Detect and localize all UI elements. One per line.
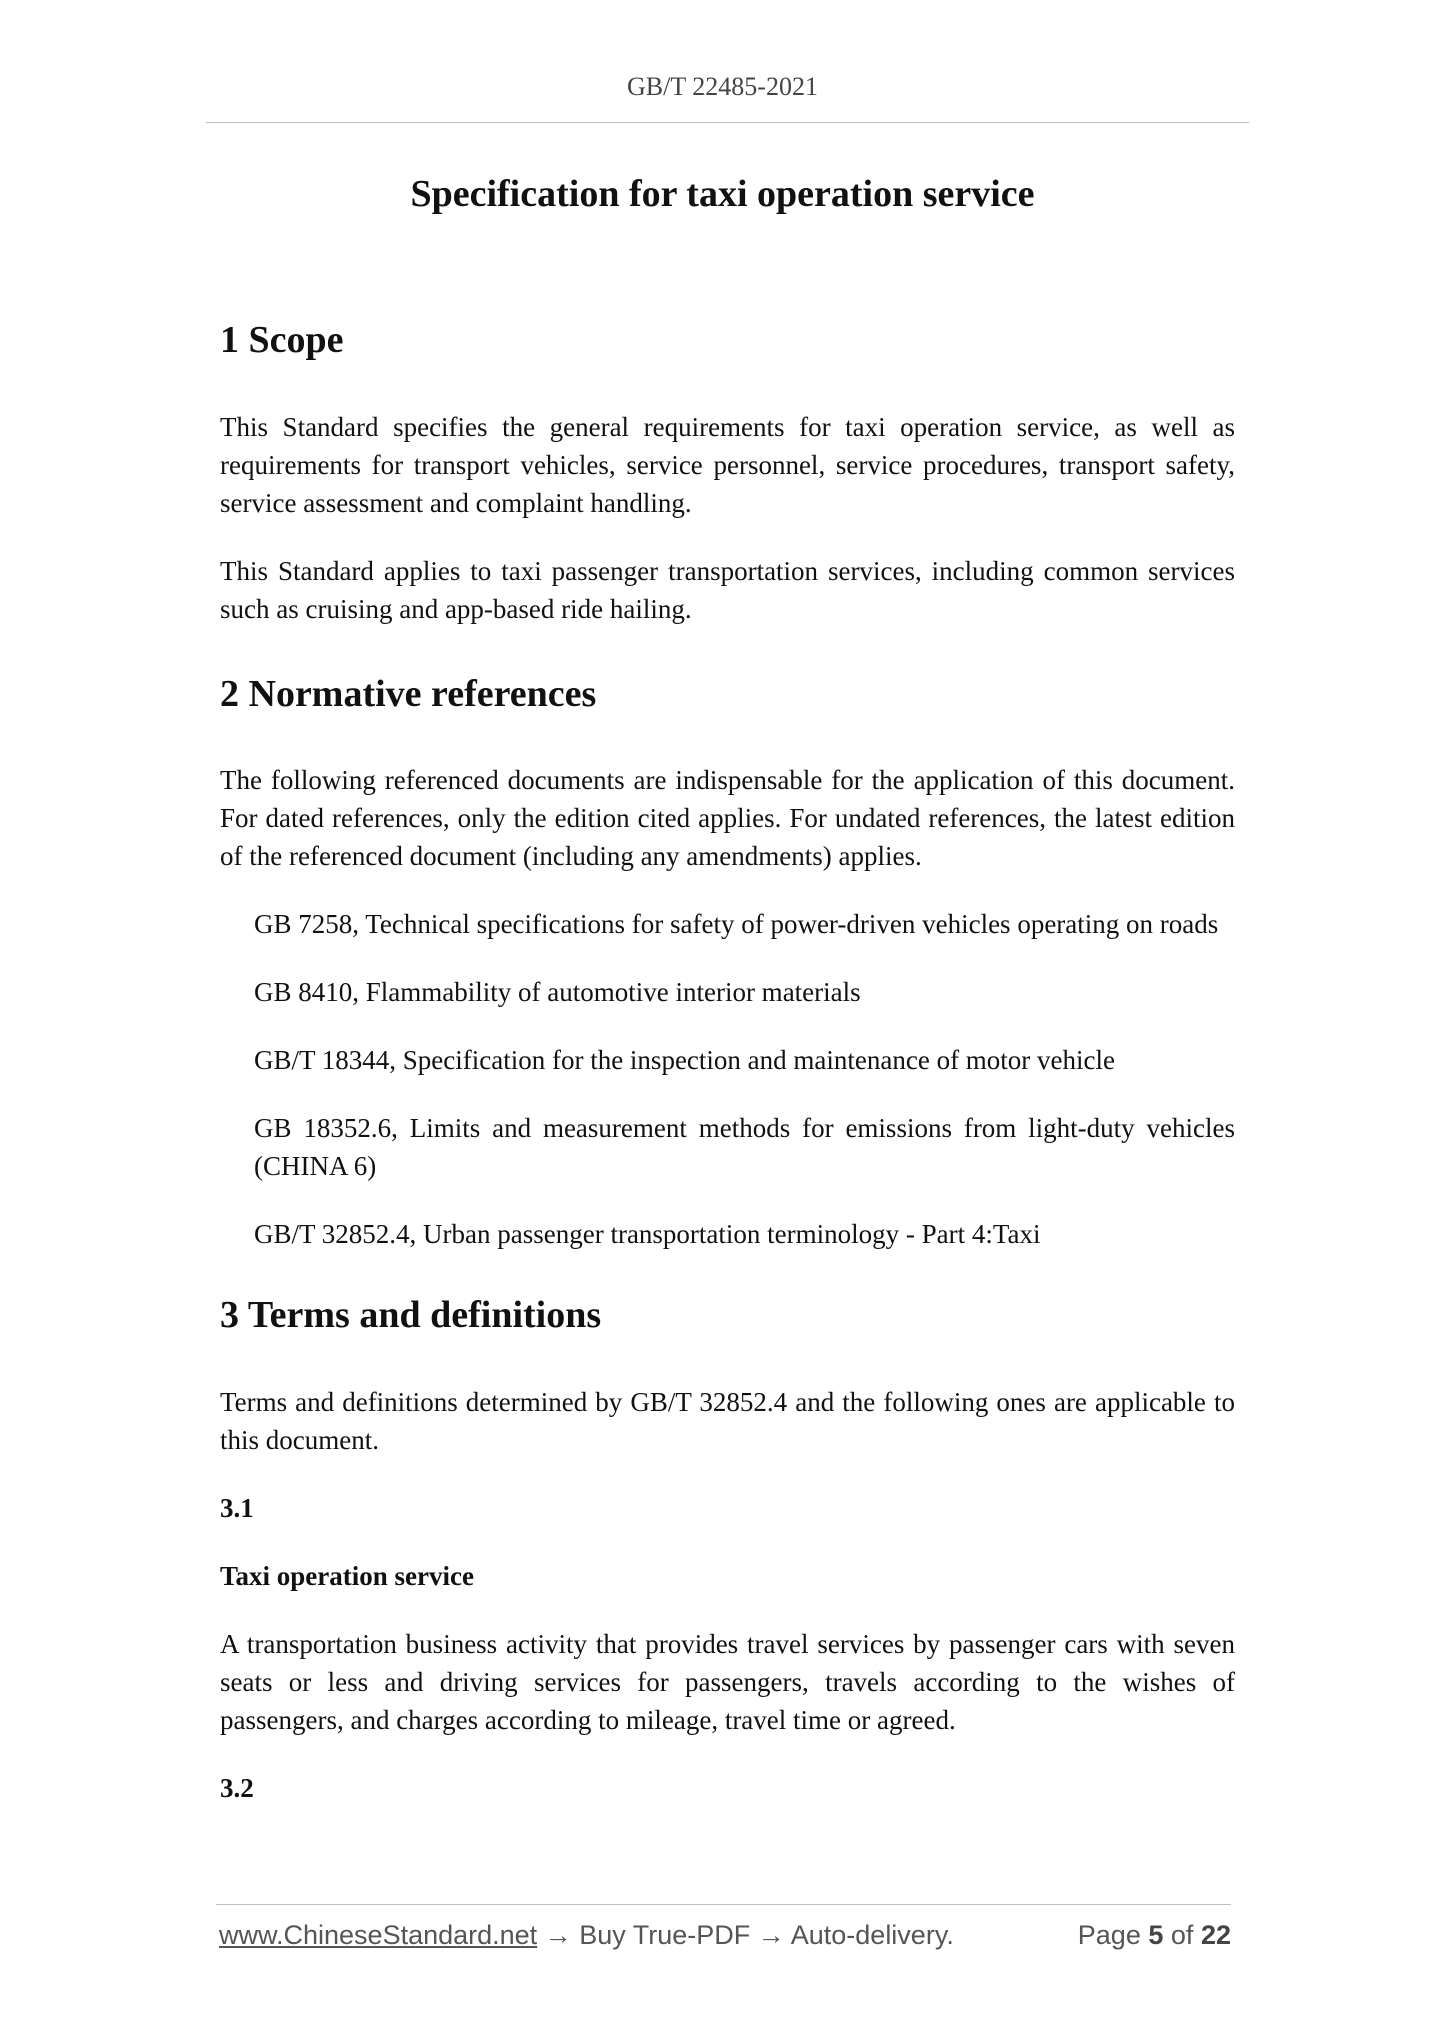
document-body [220,318,1235,1807]
term-definition: A transportation business activity that provides travel services by passenger cars with seven seats or less and driving services for passengers, travels according to the wishes of passengers, and charges according to mileage, travel time or agreed. [220,1628,1235,1735]
section-terms-definitions [220,1293,1235,1807]
scope-paragraph-2: This Standard applies to taxi passenger transportation services, including common services such as cruising and app-based ride hailing. [220,555,1235,624]
page-of-label: of [1170,1920,1194,1950]
footer-tagline: → Buy True-PDF → Auto-delivery. [537,1920,954,1950]
page-footer [219,1920,1231,1960]
document-title: Specification for taxi operation service [410,173,1035,215]
website-link[interactable]: www.ChineseStandard.net [219,1920,538,1950]
section-heading-scope: 1 Scope [220,319,344,361]
footer-promo [219,1920,954,1951]
reference-item: GB 7258, Technical specifications for safety of power-driven vehicles operating on roads [254,909,1219,940]
term-number: 3.2 [220,1772,254,1803]
reference-item: GB 8410, Flammability of automotive interior materials [254,977,861,1008]
page-label: Page [1077,1920,1141,1950]
page-number [1078,1920,1231,1951]
scope-paragraph-1: This Standard specifies the general requirements for taxi operation service, as well as requirements for transport vehicles, service personnel, service procedures, transport safety, service assessment and complaint handling. [220,411,1235,518]
header-divider [206,122,1249,123]
term-name: Taxi operation service [220,1560,474,1591]
term-number: 3.1 [220,1492,254,1523]
footer-divider [216,1904,1231,1905]
reference-item: GB/T 32852.4, Urban passenger transportation terminology - Part 4:Taxi [254,1219,1041,1250]
terms-intro: Terms and definitions determined by GB/T 32852.4 and the following ones are applicable to this document. [220,1386,1235,1455]
section-heading-terms: 3 Terms and definitions [220,1294,602,1337]
section-heading-normative: 2 Normative references [220,672,597,715]
reference-item: GB 18352.6, Limits and measurement methods for emissions from light-duty vehicles (CHINA 6) [254,1113,1235,1182]
page-current: 5 [1148,1920,1164,1950]
section-scope [220,318,1235,628]
normative-intro: The following referenced documents are indispensable for the application of this document. For dated references, only the edition cited applies. For undated references, the latest edition of the referenced document (including any amendments) applies. [220,765,1235,872]
page-total: 22 [1200,1920,1231,1950]
header-doc-code: GB/T 22485-2021 [627,72,818,101]
section-normative-references [220,672,1235,1254]
reference-item: GB/T 18344, Specification for the inspection and maintenance of motor vehicle [254,1045,1116,1076]
